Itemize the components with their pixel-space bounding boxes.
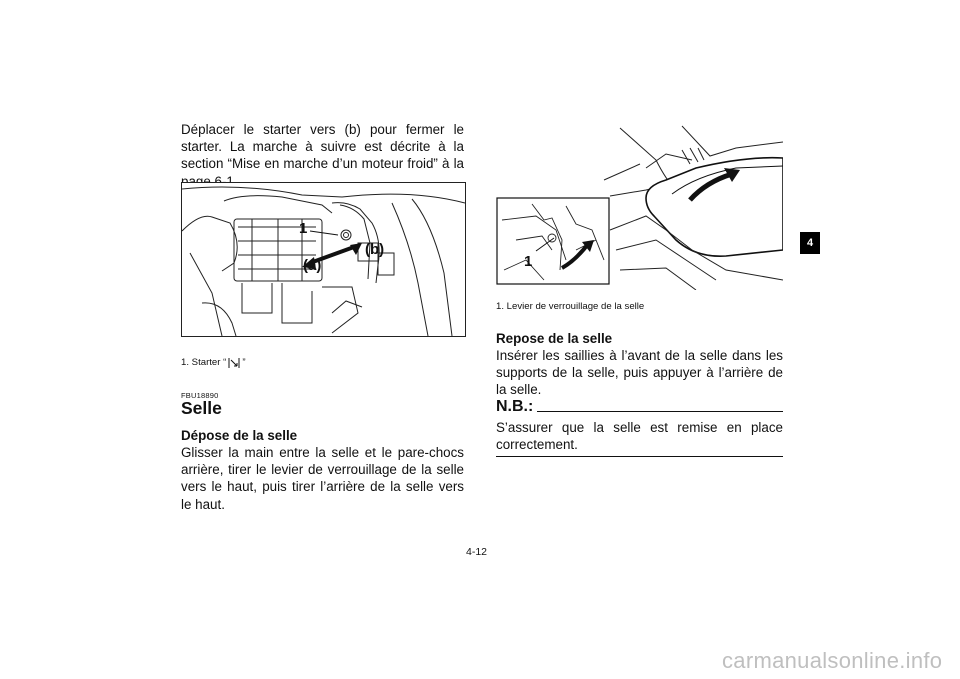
starter-illustration <box>182 183 465 336</box>
starter-figure <box>181 182 466 337</box>
chapter-tab: 4 <box>800 232 820 254</box>
section-code: FBU18890 <box>181 391 219 400</box>
installation-paragraph: Insérer les saillies à l’avant de la selle dans les supports de la selle, puis appuyer à l’arrière de la selle. <box>496 348 783 398</box>
nb-header <box>496 397 783 416</box>
label-b: (b) <box>365 241 385 258</box>
lever-caption: 1. Levier de verrouillage de la selle <box>496 301 645 312</box>
removal-paragraph: Glisser la main entre la selle et le pare-chocs arrière, tirer le levier de verrouillage de la selle vers le haut, puis tirer l’arrière de la selle vers le haut. <box>181 445 464 512</box>
removal-heading: Dépose de la selle <box>181 428 298 443</box>
choke-symbol-icon <box>227 357 241 369</box>
intro-paragraph: Déplacer le starter vers (b) pour fermer le starter. La marche à suivre est décrite à la section “Mise en marche d’un moteur froid” à la <box>181 122 464 172</box>
nb-rule <box>537 411 783 412</box>
page-number: 4-12 <box>466 546 488 558</box>
nb-text: S’assurer que la selle est remise en place correctement. <box>496 420 783 453</box>
starter-caption-prefix: 1. Starter “ <box>181 357 227 368</box>
nb-label: N.B.: <box>496 398 534 415</box>
seat-figure <box>496 120 783 290</box>
installation-heading: Repose de la selle <box>496 331 613 346</box>
starter-caption <box>181 357 464 369</box>
seat-illustration <box>496 120 783 290</box>
lever-callout-number: 1 <box>524 253 533 270</box>
starter-callout-number: 1 <box>299 220 308 237</box>
starter-caption-suffix: ” <box>242 357 246 368</box>
label-a: (a) <box>303 257 322 274</box>
section-title: Selle <box>181 398 222 418</box>
watermark: carmanualsonline.info <box>722 648 943 673</box>
nb-end-rule <box>496 456 783 457</box>
